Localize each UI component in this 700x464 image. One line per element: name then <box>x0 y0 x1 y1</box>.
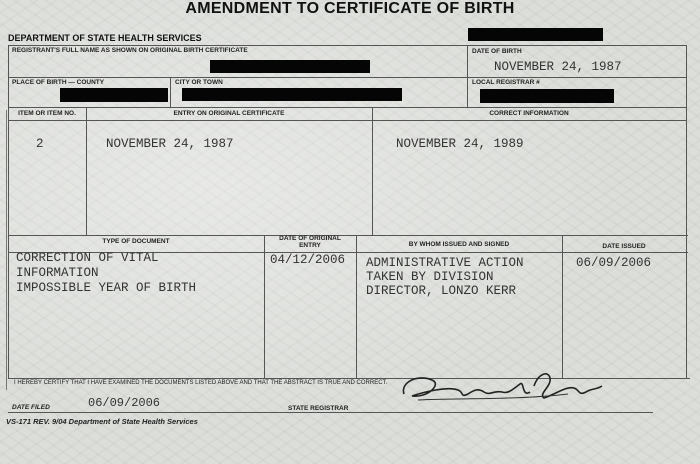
item-no-value: 2 <box>36 137 44 151</box>
type-of-document-value <box>16 251 196 296</box>
redacted-county <box>60 88 168 102</box>
type-of-document-label: TYPE OF DOCUMENT <box>102 238 170 245</box>
type-line: INFORMATION <box>16 266 99 280</box>
department-label: DEPARTMENT OF STATE HEALTH SERVICES <box>8 33 202 43</box>
side-marks <box>0 110 7 390</box>
correct-info-label: CORRECT INFORMATION <box>489 110 569 117</box>
rule <box>86 107 87 235</box>
date-original-entry-label: DATE OF ORIGINAL ENTRY <box>279 235 341 249</box>
redacted-block <box>468 28 603 41</box>
issued-signed-value <box>366 256 524 298</box>
state-registrar-label: STATE REGISTRAR <box>288 405 349 412</box>
city-or-town-label: CITY OR TOWN <box>175 79 223 86</box>
date-filed-value: 06/09/2006 <box>88 396 161 410</box>
issued-line: TAKEN BY DIVISION <box>366 270 494 284</box>
local-registrar-label: LOCAL REGISTRAR # <box>472 79 540 86</box>
rule <box>467 45 468 107</box>
date-issued-label: DATE ISSUED <box>602 243 646 250</box>
rule <box>8 107 686 108</box>
date-of-birth-label: DATE OF BIRTH <box>472 48 522 55</box>
issued-line: DIRECTOR, LONZO KERR <box>366 284 517 298</box>
type-line: CORRECTION OF VITAL <box>16 251 159 265</box>
date-of-birth-value: NOVEMBER 24, 1987 <box>494 60 622 74</box>
rule <box>562 235 563 378</box>
rule <box>8 120 686 121</box>
issued-line: ADMINISTRATIVE ACTION <box>366 256 524 270</box>
entry-original-value: NOVEMBER 24, 1987 <box>106 137 234 151</box>
rule <box>356 235 357 378</box>
entry-original-label: ENTRY ON ORIGINAL CERTIFICATE <box>173 110 285 117</box>
registrar-signature <box>398 364 608 408</box>
rule <box>8 412 653 413</box>
redacted-name <box>210 60 370 73</box>
place-of-birth-label: PLACE OF BIRTH — COUNTY <box>12 79 105 86</box>
registrant-name-label: REGISTRANT'S FULL NAME AS SHOWN ON ORIGINAL BIRTH CERTIFICATE <box>12 47 248 54</box>
rule <box>372 107 373 235</box>
redacted-registrar <box>480 89 614 103</box>
certify-statement: I HEREBY CERTIFY THAT I HAVE EXAMINED THE DOCUMENTS LISTED ABOVE AND THAT THE ABSTRACT IS TRUE AND CORRECT. <box>14 380 388 386</box>
correct-info-value: NOVEMBER 24, 1989 <box>396 137 524 151</box>
type-line: IMPOSSIBLE YEAR OF BIRTH <box>16 281 197 295</box>
rule <box>686 45 687 378</box>
rule <box>8 45 9 378</box>
document-title: AMENDMENT TO CERTIFICATE OF BIRTH <box>185 0 515 17</box>
issued-signed-label: BY WHOM ISSUED AND SIGNED <box>408 241 510 248</box>
rule <box>8 45 686 46</box>
form-footer: VS-171 REV. 9/04 Department of State Health Services <box>6 417 198 426</box>
rule <box>8 77 686 78</box>
item-no-label: ITEM OR ITEM NO. <box>18 110 76 117</box>
date-issued-value: 06/09/2006 <box>576 256 652 270</box>
rule <box>170 77 171 107</box>
redacted-city <box>182 88 402 101</box>
date-original-entry-value: 04/12/2006 <box>270 253 346 267</box>
rule <box>264 235 265 378</box>
date-filed-label: DATE FILED <box>12 404 50 411</box>
